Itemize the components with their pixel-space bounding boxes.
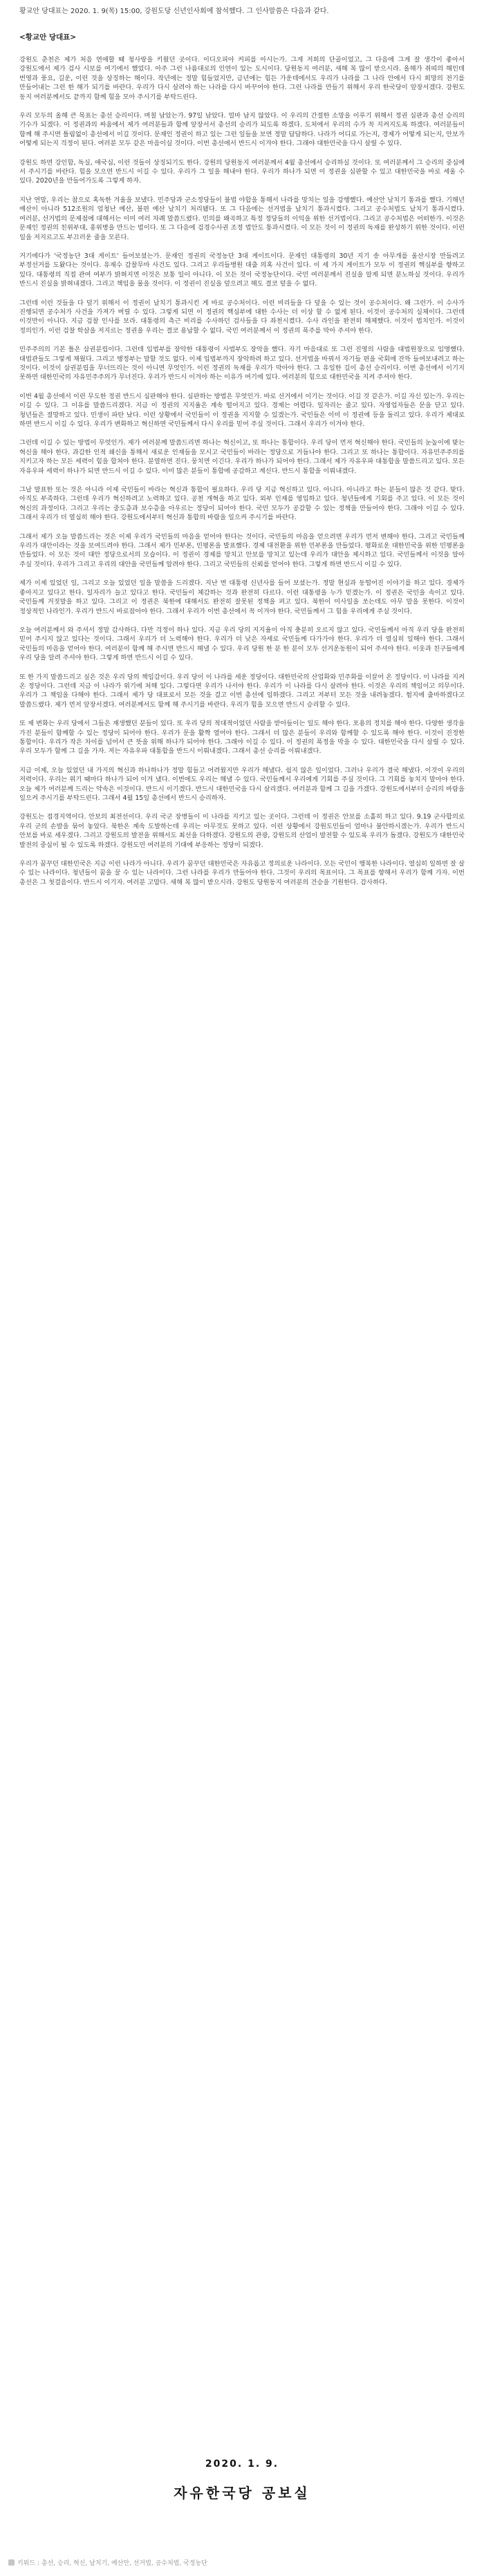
tag-icon bbox=[8, 2559, 15, 2566]
paragraph: 그런데 이런 것들을 다 덮기 위해서 이 정권이 날치기 통과시킨 게 바로 공수처이다. 이런 비리들을 다 덮을 수 있는 것이 공수처이다. 왜 그런가. 이 수사가 진행되면 공수처가 사건을 가져가 버릴 수 있다. 그렇게 되면 이 정권의 핵심부에 대한 수사는 더 이상 할 수 없게 된다. 이것이 공수처의 실체이다. 그런데 이것만이 아니다. 지금 검찰 인사를 보라. 대통령의 측근 비리를 수사하던 검사들을 다 좌천시켰다. 수사 라인을 완전히 해체했다. 이것이 법치인가. 이것이 정의인가. 이런 검찰 학살을 저지르는 정권을 우리는 결코 용납할 수 없다. 국민 여러분께서 이 정권의 폭주를 막아 주셔야 한다. bbox=[19, 299, 465, 335]
release-date: 2020. 1. 9. bbox=[205, 2458, 279, 2470]
paragraph: 또 한 가지 말씀드리고 싶은 것은 우리 당의 책임감이다. 우리 당이 이 나라를 세운 정당이다. 대한민국의 산업화와 민주화를 이끌어 온 정당이다. 이 나라를 지켜 온 정당이다. 그런데 지금 이 나라가 위기에 처해 있다. 그렇다면 우리가 나서야 한다. 우리가 이 나라를 다시 살려야 한다. 이것은 우리의 책임이고 의무이다. 우리가 그 책임을 다해야 한다. 그래서 제가 당 대표로서 모든 것을 걸고 이번 총선에 임하겠다. 그리고 저부터 모든 것을 내려놓겠다. 험지에 출마하겠다고 말씀드렸다. 제가 먼저 앞장서겠다. 여러분께서도 함께 해 주시기를 바란다. 우리가 힘을 모으면 반드시 승리할 수 있다. bbox=[19, 673, 465, 709]
speaker-subheading: <황교안 당대표> bbox=[19, 33, 77, 41]
intro-text: 황교안 당대표는 2020. 1. 9(목) 15:00, 강원도당 신년인사회에 참석했다. 그 인사말씀은 다음과 같다. bbox=[19, 8, 329, 15]
paragraph: 그래서 제가 오늘 말씀드리는 것은 이제 우리가 국민들의 마음을 얻어야 한다는 것이다. 국민들의 마음을 얻으려면 우리가 먼저 변해야 한다. 그리고 국민들께 우리가 대안이라는 것을 보여드려야 한다. 그래서 제가 민부론, 민평론을 발표했다. 경제 대전환을 위한 민부론을 만들었다. 평화로운 대한민국을 위한 민평론을 만들었다. 이 모든 것이 대안 정당으로서의 모습이다. 이 정권이 경제를 망치고 안보를 망치고 있는데 우리가 대안을 제시하고 있다. 국민들께서 이것을 알아 주실 것이다. 우리가 그리고 우리의 대안을 국민들께 알려야 한다. 그리고 국민들의 신뢰를 얻어야 한다. 그렇게 하면 반드시 이길 수 있다. bbox=[19, 532, 465, 568]
paragraph: 지난 연말, 우리는 참으로 혹독한 겨울을 보냈다. 민주당과 군소정당들이 불법 야합을 통해서 나라를 망치는 일을 강행했다. 예산안 날치기 통과를 했다. 기해년 예산이 아니라 512조원의 엄청난 예산, 불편 예산 날치기 처리됐다. 또 그 다음에는 선거법을 날치기 통과시켰다. 그리고 공수처법도 날치기 통과시켰다. 여러분, 선거법의 문제점에 대해서는 이미 여러 차례 말씀드렸다. 민의를 왜곡하고 특정 정당들의 이익을 위한 선거법이다. 그리고 공수처법은 어떠한가. 이것은 문재인 정권의 친위부대, 홍위병을 만드는 법이다. 또 그 다음에 검경수사권 조정 법안도 통과시켰다. 이 모든 것이 이 정권의 독재를 완성하기 위한 것이다. 이런 일을 저지르고도 부끄러운 줄을 모른다. bbox=[19, 196, 465, 241]
paragraph: 그런데 이길 수 있는 방법이 무엇인가. 제가 여러분께 말씀드리면 하나는 혁신이고, 또 하나는 통합이다. 우리 당이 먼저 혁신해야 한다. 국민들의 눈높이에 맞는 혁신을 해야 한다. 과감한 인적 쇄신을 통해서 새로운 인재들을 모시고 국민들이 바라는 정당으로 거듭나야 한다. 그리고 또 하나는 통합이다. 자유민주주의를 지키고자 하는 모든 세력이 힘을 합쳐야 한다. 분열하면 진다. 뭉치면 이긴다. 우리가 하나가 되어야 한다. 그래서 제가 자유우파 대통합을 말씀드리고 있다. 모든 자유우파 세력이 하나가 되면 반드시 이길 수 있다. 이미 많은 분들이 통합에 공감하고 계신다. 반드시 통합을 이뤄내겠다. bbox=[19, 439, 465, 475]
paragraph: 강원도 춘천은 제가 처음 연애할 때 청사랑을 키웠던 곳이다. 이디오피아 커피를 아시는가. 그게 저희의 단골이었고, 그 다음에 그게 잘 생각이 좋아서 강원도에서 제가 검사 시보를 여기에서 했었다. 아주 그런 나름대로의 인연이 있는 도시이다. 당원동지 여러분, 새해 복 많이 받으시라. 올해가 쥐띠의 해인데 번영과 풍요, 길운, 이런 것을 상징하는 해이다. 작년에는 정말 힘들었지만, 금년에는 힘든 가운데에서도 우리가 나라를 그 나라 안에서 다시 희망의 전기를 만들어내는 그런 한 해가 되기를 바란다. 우리가 다시 살려야 하는 나라를 다시 바꾸어야 한다. 그런 나라를 만들기 위해서 우리 한국당이 앞장서겠다. 강원도 동지 여러분께서도 끝까지 함께 힘을 모아 주시기를 부탁드린다. bbox=[19, 56, 465, 101]
paragraph: 민주주의의 기본 틀은 삼권분립이다. 그런데 입법부를 장악한 대통령이 사법부도 장악을 했다. 자기 마음대로 또 그런 진영의 사람을 대법원장으로 임명했다. 대법관들도 그렇게 채웠다. 그리고 행정부는 말할 것도 없다. 이제 입법부까지 장악하려 하고 있다. 선거법을 바꿔서 자기들 편을 국회에 잔뜩 들여보내려고 하는 것이다. 이것이 삼권분립을 무너뜨리는 것이 아니면 무엇인가. 이런 정권의 독재를 우리가 막아야 한다. 그 유일한 길이 총선 승리이다. 이번 총선에서 이기지 못하면 대한민국의 자유민주주의가 무너진다. 우리가 반드시 이겨야 하는 이유가 여기에 있다. 여러분의 힘으로 대한민국을 지켜 주셔야 한다. bbox=[19, 346, 465, 382]
paragraph: 그날 발표한 또는 것은 아니라 이제 국민들이 바라는 혁신과 통합이 필요하다. 우리 당 지금 혁신하고 있다. 아니다. 아니라고 하는 분들이 많은 것 같다. 맞다. 아직도 부족하다. 그런데 우리가 혁신하려고 노력하고 있다. 공천 개혁을 하고 있다. 외부 인재를 영입하고 있다. 청년들에게 기회를 주고 있다. 이 모든 것이 혁신의 과정이다. 그리고 우리는 중도층과 보수층을 아우르는 정당이 되어야 한다. 국민 모두가 공감할 수 있는 정책을 만들어야 한다. 그래야 이길 수 있다. 그래서 우리가 더 열심히 해야 한다. 강원도에서부터 혁신과 통합의 바람을 일으켜 주시기를 바란다. bbox=[19, 486, 465, 522]
paragraph: 강원도는 접경지역이다. 안보의 최전선이다. 우리 국군 장병들이 이 나라를 지키고 있는 곳이다. 그런데 이 정권은 안보를 소홀히 하고 있다. 9.19 군사합의로 우리 군의 손발을 묶어 놓았다. 북한은 계속 도발하는데 우리는 아무것도 못하고 있다. 이런 상황에서 강원도민들이 얼마나 불안하시겠는가. 우리가 반드시 안보를 바로 세우겠다. 그리고 강원도의 발전을 위해서도 최선을 다하겠다. 강원도의 관광, 강원도의 산업이 발전할 수 있도록 우리가 돕겠다. 강원도가 대한민국 발전의 중심이 될 수 있도록 하겠다. 강원도민 여러분의 기대에 부응하는 정당이 되겠다. bbox=[19, 813, 465, 849]
paragraph: 이번 4월 총선에서 이런 무도한 정권 반드시 심판해야 한다. 심판하는 방법은 무엇인가. 바로 선거에서 이기는 것이다. 이길 것 같은가. 이길 자신 있는가. 우리는 이길 수 있다. 그 이유를 말씀드리겠다. 지금 이 정권의 지지율은 계속 떨어지고 있다. 경제는 어렵다. 일자리는 줄고 있다. 자영업자들은 문을 닫고 있다. 청년들은 절망하고 있다. 민생이 파탄 났다. 이런 상황에서 국민들이 이 정권을 지지할 수 있겠는가. 국민들은 이미 이 정권에 등을 돌리고 있다. 우리가 제대로 하면 반드시 이길 수 있다. 우리가 변화하고 혁신하면 국민들께서 다시 우리를 믿어 주실 것이다. 그래서 우리가 이겨야 한다. bbox=[19, 392, 465, 428]
paragraph: 또 제 변화는 우리 당에서 그들은 재생했던 분들이 있다. 또 우리 당의 적대적이었던 사람을 받아들이는 일도 해야 한다. 포용의 정치를 해야 한다. 다양한 생각을 가진 분들이 함께할 수 있는 정당이 되어야 한다. 우리가 문을 활짝 열어야 한다. 그래서 더 많은 분들이 우리와 함께할 수 있도록 해야 한다. 이것이 진정한 통합이다. 우리가 작은 차이를 넘어서 큰 뜻을 위해 하나가 되어야 한다. 그래야 이길 수 있다. 이 정권의 폭정을 막을 수 있다. 대한민국을 다시 살릴 수 있다. 우리 모두가 함께 그 길을 가자. 저는 자유우파 대통합을 반드시 이뤄내겠다. 그래서 총선 승리를 이뤄내겠다. bbox=[19, 720, 465, 756]
paragraph: 오늘 여러분께서 와 주셔서 정말 감사하다. 다만 걱정이 하나 있다. 지금 우리 당의 지지율이 아직 충분히 오르지 않고 있다. 국민들께서 아직 우리 당을 완전히 믿어 주시지 않고 있다는 것이다. 그래서 우리가 더 노력해야 한다. 우리가 더 낮은 자세로 국민들께 다가가야 한다. 우리가 더 열심히 일해야 한다. 그래서 국민들의 마음을 얻어야 한다. 여러분이 함께 해 주시면 반드시 해낼 수 있다. 우리 당원 한 분 한 분이 모두 선거운동원이 되어 주셔야 한다. 이웃과 친구들에게 우리 당을 알려 주셔야 한다. 그렇게 하면 반드시 이길 수 있다. bbox=[19, 626, 465, 662]
paragraph: 우리 모두의 올해 큰 목표는 총선 승리이다. 며칠 남았는가. 97일 남았다. 얼마 남지 않았다. 이 우리의 간절한 소망을 이루기 위해서 정권 심판과 총선 승리의 기수가 되겠다. 이 정권과의 싸움에서 제가 여러분들과 함께 앞장서서 총선의 승리가 되도록 하겠다. 도처에서 우리의 수가 꼭 지켜지도록 하겠다. 여러분들이 함께 해 주시면 틀림없이 총선에서 이길 것이다. 문재인 정권이 하고 있는 그런 일들을 보면 정말 답답하다. 나라가 어디로 가는지, 경제가 어떻게 되는지, 안보가 어떻게 되는지 걱정이 된다. 여러분 모두 같은 마음이실 것이다. 이번 총선에서 반드시 이겨야 한다. 그래야 대한민국을 다시 살릴 수 있다. bbox=[19, 112, 465, 148]
paragraph: 거기에다가 '국정농단 3대 게이트' 들어보셨는가. 문재인 정권의 국정농단 3대 게이트이다. 문재인 대통령의 30년 지기 송 아무개를 울산시장 만들려고 부정선거를 도왔다는 것이다. 유재수 감찰무마 사건도 있다. 그리고 우리들병원 대출 의혹 사건이 있다. 이 세 가지 게이트가 모두 이 정권의 핵심부를 향하고 있다. 대통령의 직접 관여 여부가 밝혀지면 이것은 보통 일이 아니다. 이 모든 것이 국정농단이다. 국민 여러분께서 진실을 알게 되면 분노하실 것이다. 우리가 반드시 진실을 밝혀내겠다. 그리고 책임을 물을 것이다. 이 정권이 진실을 덮으려고 해도 결코 덮을 수 없다. bbox=[19, 252, 465, 288]
paragraph: 지금 이제, 오늘 있었던 내 가지의 혁신과 하나하나가 정말 힘들고 어려웠지만 우리가 해냈다. 쉽지 않은 일이었다. 그러나 우리가 결국 해냈다. 이것이 우리의 저력이다. 우리는 위기 때마다 하나가 되어 이겨 냈다. 이번에도 우리는 해낼 수 있다. 국민들께서 우리에게 기회를 주실 것이다. 그 기회를 놓치지 말아야 한다. 오늘 제가 여러분께 드리는 약속은 이것이다. 반드시 이기겠다. 반드시 대한민국을 다시 살리겠다. 여러분과 함께 그 길을 가겠다. 강원도에서부터 승리의 바람을 일으켜 주시기를 부탁드린다. 그래서 4월 15일 총선에서 반드시 승리하자. bbox=[19, 766, 465, 802]
speech-body bbox=[19, 55, 465, 2427]
paragraph: 강원도 하면 강인함, 독실, 애국심, 이런 것들이 상징되기도 한다. 강원의 당원동지 여러분께서 4월 총선에서 승리하실 것이다. 또 여러분께서 그 승리의 중심에 서 주시기를 바란다. 힘을 모으면 반드시 이길 수 있다. 우리가 그 일을 해내야 한다. 우리가 하나가 되면 이 정권을 심판할 수 있고 대한민국을 바로 세울 수 있다. 2020년을 만들어가도록 그렇게 하자. bbox=[19, 158, 465, 185]
paragraph: 제가 이제 있었던 일, 그리고 오늘 있었던 일을 말씀을 드리겠다. 지난 번 대통령 신년사를 들어 보셨는가. 정말 현실과 동떨어진 이야기를 하고 있다. 경제가 좋아지고 있다고 한다. 일자리가 늘고 있다고 한다. 국민들이 체감하는 것과 완전히 다르다. 이런 대통령을 누가 믿겠는가. 이 정권은 국민을 속이고 있다. 국민들께 거짓말을 하고 있다. 그리고 이 정권은 북한에 대해서도 완전히 잘못된 정책을 펴고 있다. 북한이 미사일을 쏘는데도 아무 말을 못한다. 이것이 정상적인 나라인가. 우리가 반드시 바로잡아야 한다. 그래서 우리가 이번 총선에서 꼭 이겨야 한다. 국민들께서 그 힘을 우리에게 주실 것이다. bbox=[19, 579, 465, 615]
issuing-office: 자유한국당 공보실 bbox=[174, 2485, 310, 2501]
keyword-footer bbox=[8, 2558, 476, 2567]
keyword-list: 키워드 : 총선, 승리, 혁신, 날치기, 예산안, 선거법, 공수처법, 국정농단 bbox=[17, 2560, 207, 2567]
paragraph: 우리가 꿈꾸던 대한민국은 지금 이런 나라가 아니다. 우리가 꿈꾸던 대한민국은 자유롭고 정의로운 나라이다. 모든 국민이 행복한 나라이다. 열심히 일하면 잘 살 수 있는 나라이다. 청년들이 꿈을 꿀 수 있는 나라이다. 그런 나라를 우리가 만들어야 한다. 그것이 우리의 목표이다. 그 목표를 향해서 우리가 함께 가자. 이번 총선은 그 첫걸음이다. 반드시 이기자. 여러분 고맙다. 새해 복 많이 받으시라. 강원도 당원동지 여러분의 건승을 기원한다. 감사하다. bbox=[19, 860, 465, 886]
